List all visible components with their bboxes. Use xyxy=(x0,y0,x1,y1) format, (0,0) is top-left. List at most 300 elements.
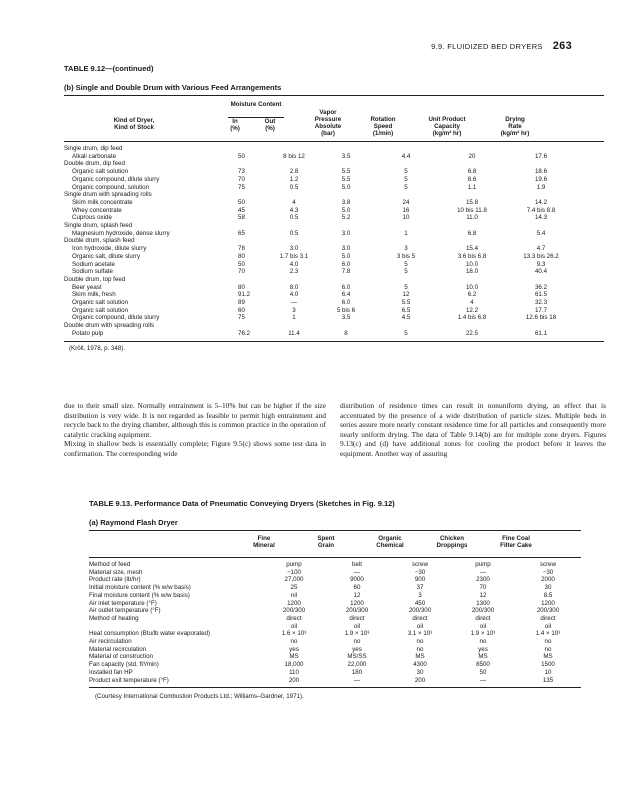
rate-header: Drying Rate (kg/m² hr) xyxy=(500,116,530,137)
cell: 1.1 xyxy=(467,183,477,191)
cell: 5 xyxy=(404,268,408,276)
row-label: Single drum with spreading rolls xyxy=(64,191,152,199)
table-912-row xyxy=(64,145,580,153)
cell: 2.3 xyxy=(289,268,299,276)
cell: 7.4 bis 8.8 xyxy=(526,206,556,214)
table-912-body xyxy=(64,145,580,338)
cell xyxy=(214,276,266,284)
row-label: Organic salt, dilute slurry xyxy=(72,252,141,260)
cell: 4.0 xyxy=(289,291,299,299)
cell: 32.3 xyxy=(534,299,548,307)
cell: 1.4 × 10³ xyxy=(535,630,561,638)
cell: 24 xyxy=(402,198,410,206)
table-912-row xyxy=(64,207,580,215)
table-913-row xyxy=(89,677,581,685)
row-label: Sodium acetate xyxy=(72,260,115,268)
row-label: Double drum, splash feed xyxy=(64,237,135,245)
cell xyxy=(442,276,502,284)
cell: no xyxy=(353,638,361,646)
table-912-row xyxy=(64,322,580,330)
cell xyxy=(502,322,580,330)
cell xyxy=(266,276,322,284)
cell: 4.5 xyxy=(401,314,411,322)
row-label: Method of feed xyxy=(89,561,131,568)
cell: 45 xyxy=(238,206,245,214)
cell: 4 xyxy=(292,198,296,206)
cell xyxy=(370,160,442,168)
cell: 3.0 xyxy=(289,245,299,253)
table-913-top-rule xyxy=(89,530,581,531)
cell: 16 xyxy=(402,206,410,214)
cell xyxy=(266,145,322,153)
table-912-row xyxy=(64,168,580,176)
table-913-header-rule xyxy=(89,557,581,558)
table-912-row xyxy=(64,237,580,245)
row-label: Single drum, dip feed xyxy=(64,145,123,152)
cell xyxy=(266,191,322,199)
table-912-subtitle: (b) Single and Double Drum with Various Feed Arrangements xyxy=(64,83,282,92)
cell: 22.5 xyxy=(465,329,479,337)
cell: 200 xyxy=(288,676,300,684)
cell: 75 xyxy=(238,183,245,191)
cell: 5 xyxy=(404,183,408,191)
cell xyxy=(214,191,266,199)
cell: 76.2 xyxy=(238,329,251,337)
cell xyxy=(442,237,502,245)
cell: 8 xyxy=(344,329,348,337)
cell: 37 xyxy=(416,584,424,592)
cell xyxy=(502,191,580,199)
cell xyxy=(370,237,442,245)
cell: direct xyxy=(349,614,365,622)
cell: 18.6 xyxy=(534,168,548,176)
cell: direct xyxy=(412,614,428,622)
cell: MS xyxy=(543,653,553,661)
cell: 9.3 xyxy=(536,260,546,268)
cell: 22,000 xyxy=(347,661,367,669)
capacity-header: Unit Product Capacity (kg/m² hr) xyxy=(428,116,466,137)
cell: yes xyxy=(478,645,488,653)
table-913-row xyxy=(89,669,581,677)
cell: 3 xyxy=(418,591,422,599)
cell: 4.3 xyxy=(289,206,299,214)
cell: 12 xyxy=(479,591,487,599)
table-912-row xyxy=(64,276,580,284)
row-label: Potato pulp xyxy=(72,329,104,337)
cell: pump xyxy=(475,561,491,568)
cell: no xyxy=(479,638,487,646)
cell: 27,000 xyxy=(284,576,304,584)
cell: 200 xyxy=(414,676,426,684)
cell: oil xyxy=(416,622,424,630)
cell: 15.4 xyxy=(465,245,479,253)
cell: 135 xyxy=(542,676,554,684)
cell: 5 xyxy=(404,168,408,176)
cell: 1 xyxy=(292,314,296,322)
row-label: Heat consumption (Btu/lb water evaporated) xyxy=(89,630,211,638)
cell: 12 xyxy=(353,591,361,599)
vapor-header: Vapor Pressure Absolute (bar) xyxy=(314,109,342,137)
cell: 200/300 xyxy=(471,607,495,615)
cell: oil xyxy=(290,622,298,630)
table-912-row xyxy=(64,199,580,207)
table-913-row xyxy=(89,615,581,623)
table-913-column-header: Spent Grain xyxy=(317,535,335,549)
table-913-row xyxy=(89,646,581,654)
row-label xyxy=(89,623,263,631)
cell: 5.4 xyxy=(536,229,546,237)
cell: 6.0 xyxy=(341,299,351,307)
table-912-row xyxy=(64,222,580,230)
cell: 1300 xyxy=(476,599,490,607)
table-912-header-rule xyxy=(64,141,604,142)
row-label: Product rate (lb/hr) xyxy=(89,576,141,584)
row-label: Magnesium hydroxide, dense slurry xyxy=(72,229,170,237)
cell: 1200 xyxy=(350,599,364,607)
table-912-row xyxy=(64,184,580,192)
body-text-left: due to their small size. Normally entrainment is 5–10% but can be higher if the size distribution is very wide. It is not regarded as feasible to permit high entrainment and recycle back to the drying chamber, although this is common practice in the operation of catalytic cracking equipment. Mixing in shallow beds is essentially complete; Figure 9.5(c) shows some test data in confirmation. The corresponding wide xyxy=(64,401,326,458)
cell: 6.8 xyxy=(467,229,477,237)
row-label: Organic salt solution xyxy=(72,168,129,176)
cell: 18.0 xyxy=(465,268,479,276)
table-912-row xyxy=(64,191,580,199)
cell: 1.7 bis 3.1 xyxy=(279,252,309,260)
cell xyxy=(214,222,266,230)
cell xyxy=(502,145,580,153)
table-912-row xyxy=(64,299,580,307)
cell: 5 xyxy=(404,283,408,291)
cell: 91.2 xyxy=(238,291,251,299)
table-913-row xyxy=(89,623,581,631)
row-label: Organic salt solution xyxy=(72,299,129,307)
row-label: Beer yeast xyxy=(72,283,102,291)
cell: oil xyxy=(544,622,552,630)
table-913-column-header: Organic Chemical xyxy=(376,535,404,549)
cell xyxy=(266,160,322,168)
cell: 6.0 xyxy=(341,283,351,291)
in-header: In (%) xyxy=(230,118,240,132)
cell xyxy=(322,191,370,199)
cell: 5 xyxy=(404,260,408,268)
running-head xyxy=(0,40,572,52)
cell: 3 xyxy=(404,245,408,253)
cell: 7.8 xyxy=(341,268,351,276)
table-913-row xyxy=(89,653,581,661)
cell: 900 xyxy=(414,576,426,584)
cell xyxy=(442,222,502,230)
cell: 2300 xyxy=(476,576,490,584)
running-title: 9.9. FLUIDIZED BED DRYERS xyxy=(431,42,543,51)
table-912-row xyxy=(64,245,580,253)
cell: 3 xyxy=(292,306,296,314)
row-label: Material size, mesh xyxy=(89,568,143,576)
cell: 70 xyxy=(238,268,245,276)
cell: 200/300 xyxy=(282,607,306,615)
cell: 9000 xyxy=(350,576,364,584)
rotation-header: Rotation Speed (1/min) xyxy=(370,116,396,137)
cell xyxy=(502,160,580,168)
cell: 25 xyxy=(290,584,298,592)
cell: 450 xyxy=(414,599,426,607)
cell: nil xyxy=(290,591,298,599)
cell xyxy=(214,160,266,168)
cell: 14.2 xyxy=(534,198,548,206)
cell: 75 xyxy=(238,314,245,322)
row-label: Skim milk concentrate xyxy=(72,198,133,206)
cell: 8.0 xyxy=(289,283,299,291)
cell: 80 xyxy=(238,252,245,260)
table-913-body xyxy=(89,561,581,684)
cell: — xyxy=(353,676,361,684)
cell: 3 bis 5 xyxy=(396,252,416,260)
cell: 11.0 xyxy=(466,214,478,222)
table-913-row xyxy=(89,600,581,608)
cell: 60 xyxy=(238,306,245,314)
cell: — xyxy=(290,299,298,307)
row-label: Product exit temperature (°F) xyxy=(89,676,169,684)
cell: belt xyxy=(352,561,362,568)
cell xyxy=(442,160,502,168)
cell: 50 xyxy=(238,198,245,206)
cell: 0.5 xyxy=(289,229,299,237)
cell: MS xyxy=(289,653,299,661)
cell: 80 xyxy=(238,283,245,291)
page-number: 263 xyxy=(552,40,572,52)
row-label: Double drum, top feed xyxy=(64,275,126,283)
body-text-right: distribution of residence times can result in nonuniform drying, an effect that is accentuated by the presence of a wide distribution of particle sizes. Multiple beds in series assure more nearly constant residence time for all particles and consequently more nearly uniform drying. The data of Table 9.14(b) are for multiple zone dryers. Figures 9.13(c) and (d) have additional zones for cooling the product before it leaves the equipment. Another way of assuring xyxy=(340,401,606,458)
cell: 11.4 xyxy=(288,329,300,337)
table-913-row xyxy=(89,607,581,615)
table-912-row xyxy=(64,314,580,322)
cell: 6.5 xyxy=(401,306,411,314)
cell: 89 xyxy=(238,299,245,307)
row-label: Alkali carbonate xyxy=(72,152,117,160)
table-912-row xyxy=(64,176,580,184)
cell: direct xyxy=(475,614,491,622)
table-913-column-header: Fine Coal Filter Cake xyxy=(500,535,532,549)
cell: 61.5 xyxy=(534,291,548,299)
cell: 5.0 xyxy=(341,183,351,191)
row-label: Cuprous oxide xyxy=(72,214,112,222)
cell xyxy=(502,237,580,245)
cell: 65 xyxy=(238,229,245,237)
table-912-caption: TABLE 9.12—(continued) xyxy=(64,64,154,73)
cell: 1.9 × 10³ xyxy=(344,630,370,638)
row-label: Iron hydroxide, dilute slurry xyxy=(72,245,147,253)
row-label: Air inlet temperature (°F) xyxy=(89,599,157,607)
cell: 8500 xyxy=(476,661,490,669)
cell: −30 xyxy=(542,568,554,576)
cell: pump xyxy=(286,561,302,568)
cell: 4.0 xyxy=(289,260,299,268)
table-912-row xyxy=(64,330,580,338)
cell: direct xyxy=(286,614,302,622)
cell: 1.9 × 10³ xyxy=(470,630,496,638)
table-912-row xyxy=(64,307,580,315)
table-912-top-rule xyxy=(64,95,604,96)
out-header: Out (%) xyxy=(264,118,276,132)
cell: 2000 xyxy=(541,576,555,584)
cell: MS xyxy=(415,653,425,661)
table-913-row xyxy=(89,561,581,569)
cell: 30 xyxy=(544,584,552,592)
cell xyxy=(266,237,322,245)
cell: 19.6 xyxy=(534,175,548,183)
table-913-row xyxy=(89,661,581,669)
cell: 17.6 xyxy=(534,152,548,160)
table-913-row xyxy=(89,630,581,638)
cell xyxy=(322,222,370,230)
cell: 1.6 × 10³ xyxy=(281,630,307,638)
table-913-row xyxy=(89,576,581,584)
table-913-row xyxy=(89,592,581,600)
cell: 6.8 xyxy=(467,168,477,176)
cell: no xyxy=(290,638,298,646)
row-label: Air outlet temperature (°F) xyxy=(89,607,161,615)
cell: 6.4 xyxy=(341,291,351,299)
cell: 58 xyxy=(238,214,245,222)
cell: 4.7 xyxy=(536,245,546,253)
cell xyxy=(370,322,442,330)
cell: 3.8 xyxy=(341,198,351,206)
cell: 40.4 xyxy=(534,268,548,276)
table-912-row xyxy=(64,261,580,269)
cell: 180 xyxy=(351,668,363,676)
cell xyxy=(322,276,370,284)
cell: yes xyxy=(352,645,362,653)
cell: 13.3 bis 26.2 xyxy=(523,252,559,260)
cell: 5.0 xyxy=(341,252,351,260)
table-913-bottom-rule xyxy=(89,687,581,688)
cell: 3.6 bis 6.8 xyxy=(457,252,487,260)
cell xyxy=(322,145,370,153)
cell: 70 xyxy=(238,175,245,183)
cell xyxy=(370,191,442,199)
row-label: Double drum, dip feed xyxy=(64,160,125,168)
row-label: Method of heating xyxy=(89,614,139,622)
cell: 60 xyxy=(353,584,361,592)
table-913-column-header: Fine Mineral xyxy=(253,535,275,549)
cell xyxy=(266,322,322,330)
cell: 6.2 xyxy=(467,291,477,299)
table-913-column-header: Chicken Droppings xyxy=(436,535,468,549)
cell: 50 xyxy=(238,260,245,268)
cell xyxy=(322,322,370,330)
table-912-bottom-rule xyxy=(64,341,604,342)
cell: 200/300 xyxy=(345,607,369,615)
cell xyxy=(214,145,266,153)
table-912-row xyxy=(64,291,580,299)
cell xyxy=(370,276,442,284)
row-label: Installed fan HP xyxy=(89,668,133,676)
cell: MS xyxy=(478,653,488,661)
table-912-row xyxy=(64,284,580,292)
cell: 18,000 xyxy=(284,661,304,669)
cell: 5.0 xyxy=(341,206,351,214)
cell: oil xyxy=(479,622,487,630)
cell: no xyxy=(544,645,552,653)
cell: 10 xyxy=(402,214,410,222)
table-912-row xyxy=(64,268,580,276)
cell xyxy=(502,222,580,230)
row-label: Sodium sulfate xyxy=(72,268,113,276)
row-label: Fan capacity (std. ft³/min) xyxy=(89,661,159,669)
cell: screw xyxy=(539,561,557,568)
table-913-row xyxy=(89,584,581,592)
cell: 10.0 xyxy=(465,283,479,291)
cell: 10 xyxy=(544,668,552,676)
cell: 1 xyxy=(404,229,408,237)
cell xyxy=(214,237,266,245)
cell: 8 bis 12 xyxy=(283,152,305,160)
cell: 3.0 xyxy=(341,229,351,237)
cell: 70 xyxy=(479,584,487,592)
table-912-row xyxy=(64,160,580,168)
kind-header: Kind of Dryer, Kind of Stock xyxy=(113,117,155,131)
cell: — xyxy=(479,676,487,684)
cell: 20 xyxy=(468,152,476,160)
row-label: Skim milk, fresh xyxy=(72,291,116,299)
cell: −30 xyxy=(414,568,426,576)
row-label: Double drum with spreading rolls xyxy=(64,322,155,330)
cell xyxy=(322,160,370,168)
table-913-subtitle: (a) Raymond Flash Dryer xyxy=(89,518,178,527)
cell: 0.5 xyxy=(289,214,299,222)
cell: 50 xyxy=(238,152,245,160)
cell: 10.0 xyxy=(465,260,479,268)
cell: 1.9 xyxy=(536,183,546,191)
cell: 50 xyxy=(479,668,487,676)
cell xyxy=(442,191,502,199)
row-label: Material recirculation xyxy=(89,645,147,653)
cell: 61.1 xyxy=(534,329,548,337)
cell: 10 bis 11.8 xyxy=(457,206,487,214)
cell: 1500 xyxy=(541,661,555,669)
cell xyxy=(322,237,370,245)
cell: 5.2 xyxy=(341,214,351,222)
cell: 3.1 × 10³ xyxy=(407,630,433,638)
cell: 5 bis 6 xyxy=(336,306,356,314)
cell: 12 xyxy=(402,291,410,299)
cell: 5.5 xyxy=(341,175,351,183)
cell xyxy=(266,222,322,230)
cell xyxy=(442,322,502,330)
table-912-source: (Kröll, 1978, p. 348). xyxy=(69,345,126,352)
cell: 5.5 xyxy=(401,299,411,307)
cell: 15.8 xyxy=(465,198,479,206)
cell xyxy=(370,222,442,230)
cell: oil xyxy=(353,622,361,630)
cell: MS/SS xyxy=(347,653,367,661)
cell: no xyxy=(544,638,552,646)
cell: screw xyxy=(411,561,429,568)
cell: 12.6 bis 18 xyxy=(525,314,557,322)
cell: 2.8 xyxy=(289,168,299,176)
cell: direct xyxy=(540,614,556,622)
cell xyxy=(502,276,580,284)
cell: 0.5 xyxy=(289,183,299,191)
moisture-content-header: Moisture Content xyxy=(230,101,282,108)
cell: 30 xyxy=(416,668,424,676)
table-913-caption: TABLE 9.13. Performance Data of Pneumatic Conveying Dryers (Sketches in Fig. 9.12) xyxy=(89,499,395,508)
cell: 8.6 xyxy=(467,175,477,183)
cell: 73 xyxy=(238,168,245,176)
cell: yes xyxy=(289,645,299,653)
cell: 17.7 xyxy=(534,306,548,314)
cell: 5 xyxy=(404,175,408,183)
cell: 78 xyxy=(238,245,245,253)
table-913-row xyxy=(89,638,581,646)
